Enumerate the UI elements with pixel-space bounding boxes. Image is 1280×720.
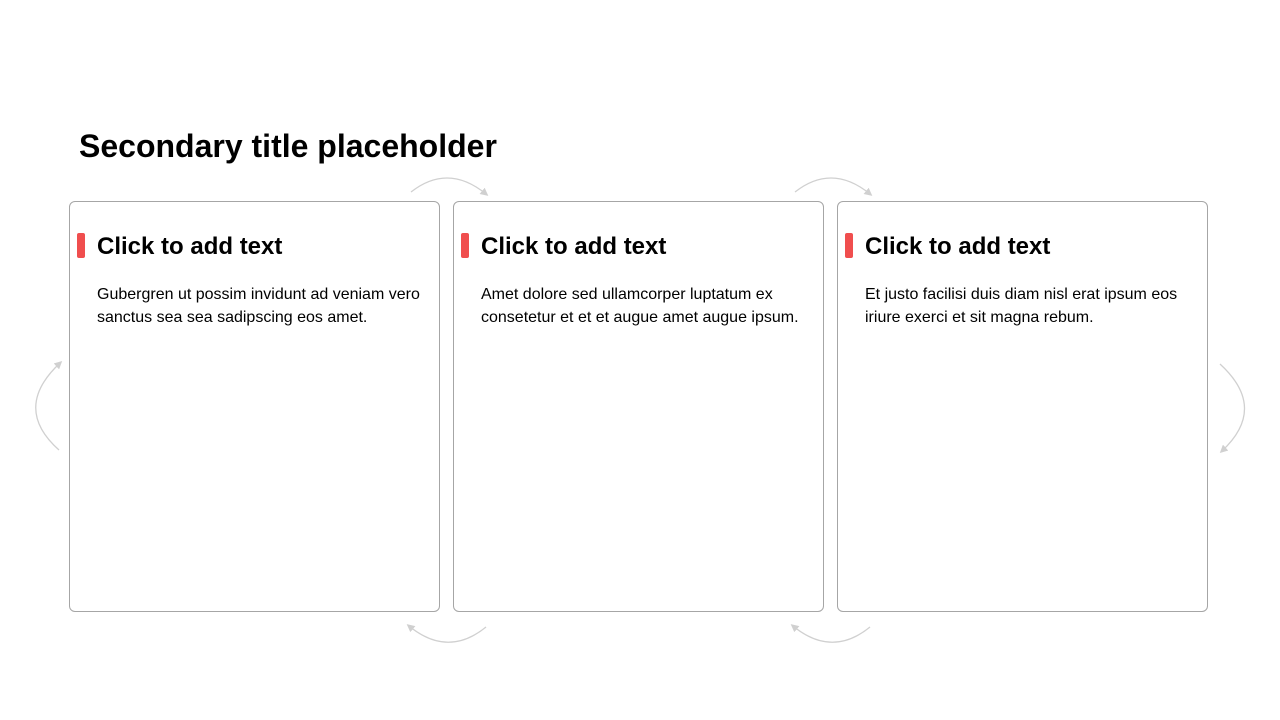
card-body-text[interactable]: Amet dolore sed ullamcorper luptatum ex consetetur et et et augue amet augue ipsum. <box>481 286 799 326</box>
content-card-2[interactable] <box>453 201 824 612</box>
card-accent-bar <box>845 233 853 258</box>
card-heading[interactable]: Click to add text <box>865 233 1051 260</box>
curved-arrow-icon <box>793 626 870 642</box>
content-card-1[interactable] <box>69 201 440 612</box>
card-heading[interactable]: Click to add text <box>481 233 667 260</box>
card-heading[interactable]: Click to add text <box>97 233 283 260</box>
card-body-text[interactable]: Gubergren ut possim invidunt ad veniam vero sanctus sea sea sadipscing eos amet. <box>97 286 420 326</box>
content-card-3[interactable] <box>837 201 1208 612</box>
card-body-text[interactable]: Et justo facilisi duis diam nisl erat ipsum eos iriure exerci et sit magna rebum. <box>865 286 1178 326</box>
curved-arrow-icon <box>36 363 60 450</box>
card-accent-bar <box>461 233 469 258</box>
curved-arrow-icon <box>409 626 486 642</box>
curved-arrow-icon <box>411 178 486 194</box>
page-title[interactable]: Secondary title placeholder <box>79 128 497 164</box>
curved-arrow-icon <box>795 178 870 194</box>
card-accent-bar <box>77 233 85 258</box>
curved-arrow-icon <box>1220 364 1245 451</box>
